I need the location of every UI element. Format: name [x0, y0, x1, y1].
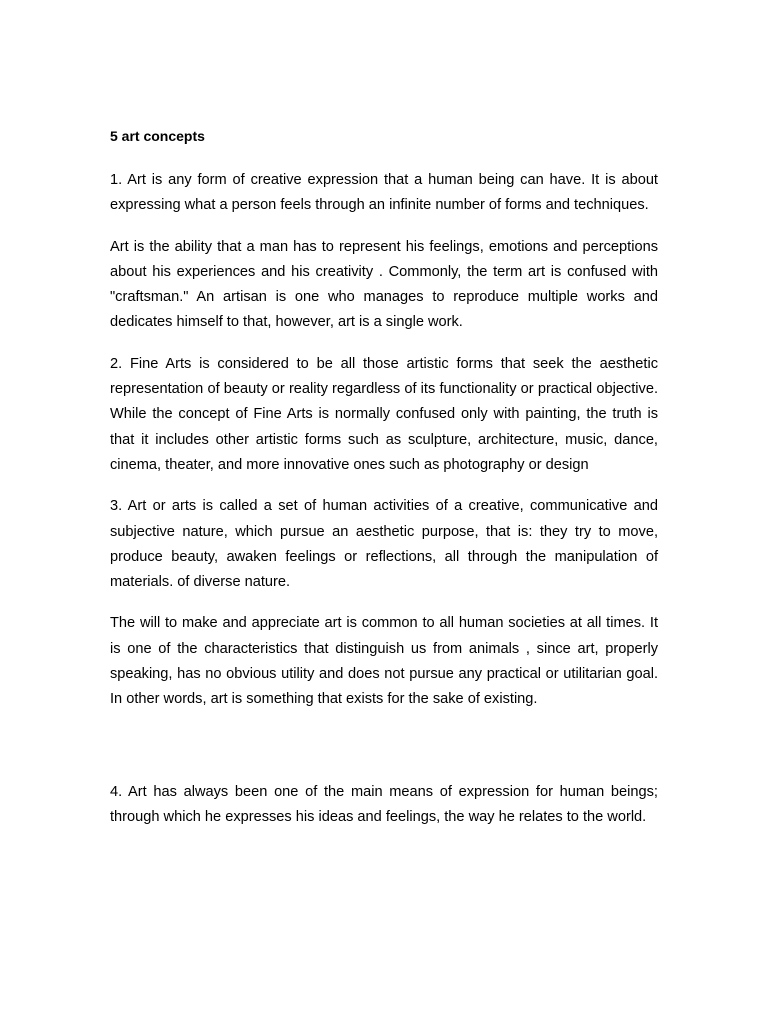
- paragraph-4: 3. Art or arts is called a set of human activities of a creative, communicative and subjective nature, which pursue an aesthetic purpose, that is: they try to move, produce beauty, awaken feelings or reflections, all through the manipulation of materials. of diverse nature.: [110, 498, 658, 591]
- paragraph-2: Art is the ability that a man has to represent his feelings, emotions and perceptions about his experiences and his creativity . Commonly, the term art is confused with "craftsman." An artisan is one who manages to reproduce multiple works and dedicates himself to that, however, art is a single work.: [110, 238, 658, 331]
- paragraph-3: 2. Fine Arts is considered to be all those artistic forms that seek the aesthetic representation of beauty or reality regardless of its functionality or practical objective. While the concept of Fine Arts is normally confused only with painting, the truth is that it includes other artistic forms such as sculpture, architecture, music, dance, cinema, theater, and more innovative ones such as photography or design: [110, 355, 658, 473]
- paragraph-6: 4. Art has always been one of the main means of expression for human beings; through which he expresses his ideas and feelings, the way he relates to the world.: [110, 783, 658, 825]
- document-title: 5 art concepts: [110, 128, 205, 144]
- document-page: [110, 126, 658, 846]
- paragraph-5: The will to make and appreciate art is common to all human societies at all times. It is one of the characteristics that distinguish us from animals , since art, properly speaking, has no obvious utility and does not pursue any practical or utilitarian goal. In other words, art is something that exists for the sake of existing.: [110, 615, 658, 708]
- paragraph-1: 1. Art is any form of creative expression that a human being can have. It is about expressing what a person feels through an infinite number of forms and techniques.: [110, 172, 658, 214]
